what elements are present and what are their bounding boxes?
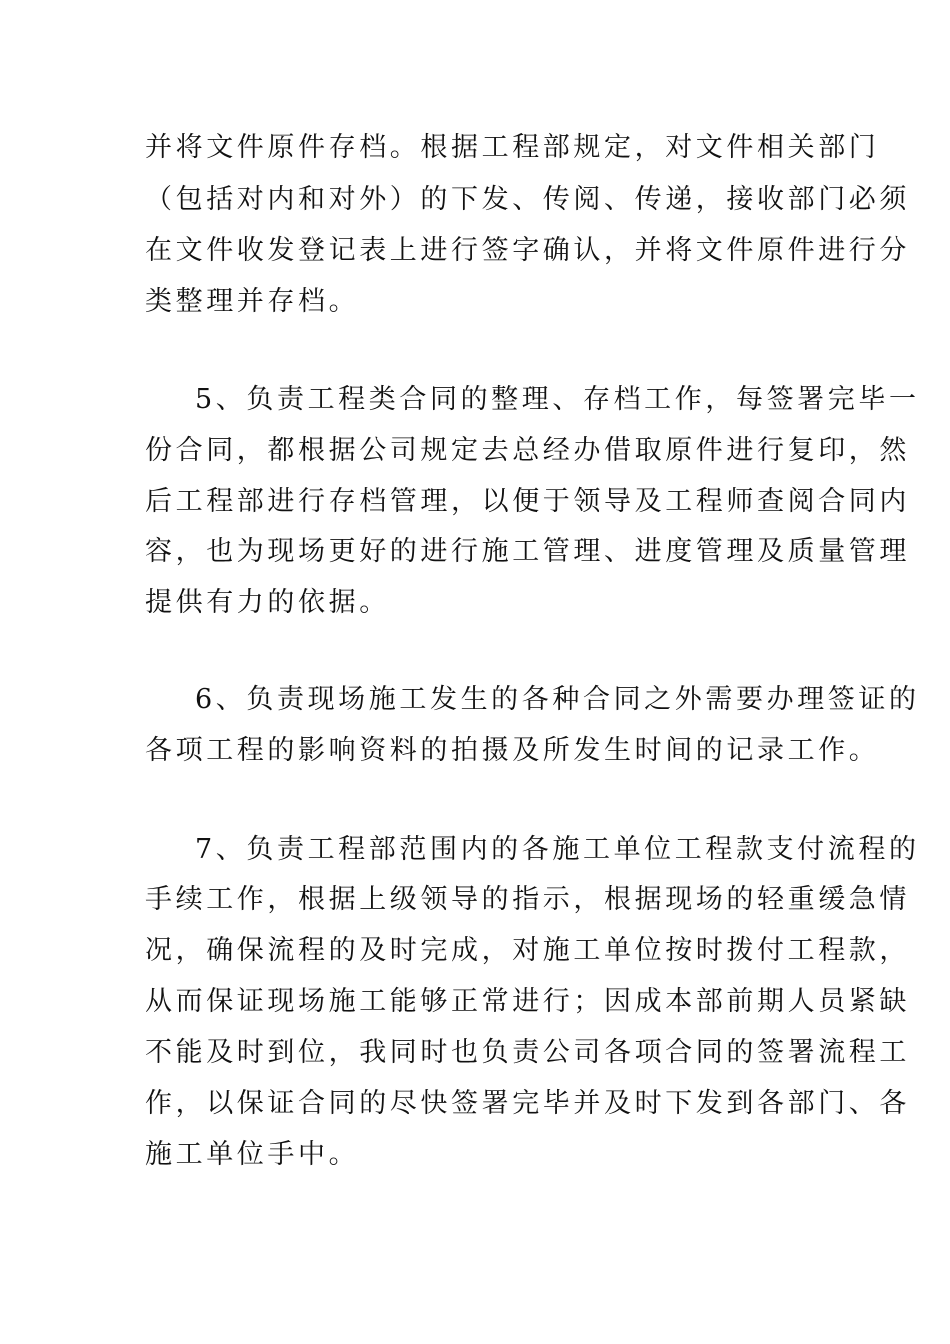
text-line: 5、负责工程类合同的整理、存档工作，每签署完毕一	[195, 384, 920, 415]
text-line: （包括对内和对外）的下发、传阅、传递，接收部门必须	[145, 184, 910, 215]
text-line: 手续工作，根据上级领导的指示，根据现场的轻重缓急情	[145, 884, 910, 915]
text-line: 6、负责现场施工发生的各种合同之外需要办理签证的	[195, 684, 920, 715]
text-line: 容，也为现场更好的进行施工管理、进度管理及质量管理	[145, 536, 910, 567]
text-line: 7、负责工程部范围内的各施工单位工程款支付流程的	[195, 834, 920, 865]
text-line: 后工程部进行存档管理，以便于领导及工程师查阅合同内	[145, 486, 910, 517]
text-line: 类整理并存档。	[145, 286, 360, 317]
text-line: 在文件收发登记表上进行签字确认，并将文件原件进行分	[145, 235, 910, 266]
text-line: 并将文件原件存档。根据工程部规定，对文件相关部门	[145, 132, 880, 163]
text-line: 况，确保流程的及时完成，对施工单位按时拨付工程款，	[145, 935, 910, 966]
text-line: 从而保证现场施工能够正常进行；因成本部前期人员紧缺	[145, 986, 910, 1017]
text-line: 作，以保证合同的尽快签署完毕并及时下发到各部门、各	[145, 1088, 910, 1119]
text-line: 施工单位手中。	[145, 1139, 360, 1170]
text-line: 各项工程的影响资料的拍摄及所发生时间的记录工作。	[145, 735, 880, 766]
text-line: 提供有力的依据。	[145, 587, 390, 618]
text-line: 不能及时到位，我同时也负责公司各项合同的签署流程工	[145, 1037, 910, 1068]
text-line: 份合同，都根据公司规定去总经办借取原件进行复印，然	[145, 435, 910, 466]
